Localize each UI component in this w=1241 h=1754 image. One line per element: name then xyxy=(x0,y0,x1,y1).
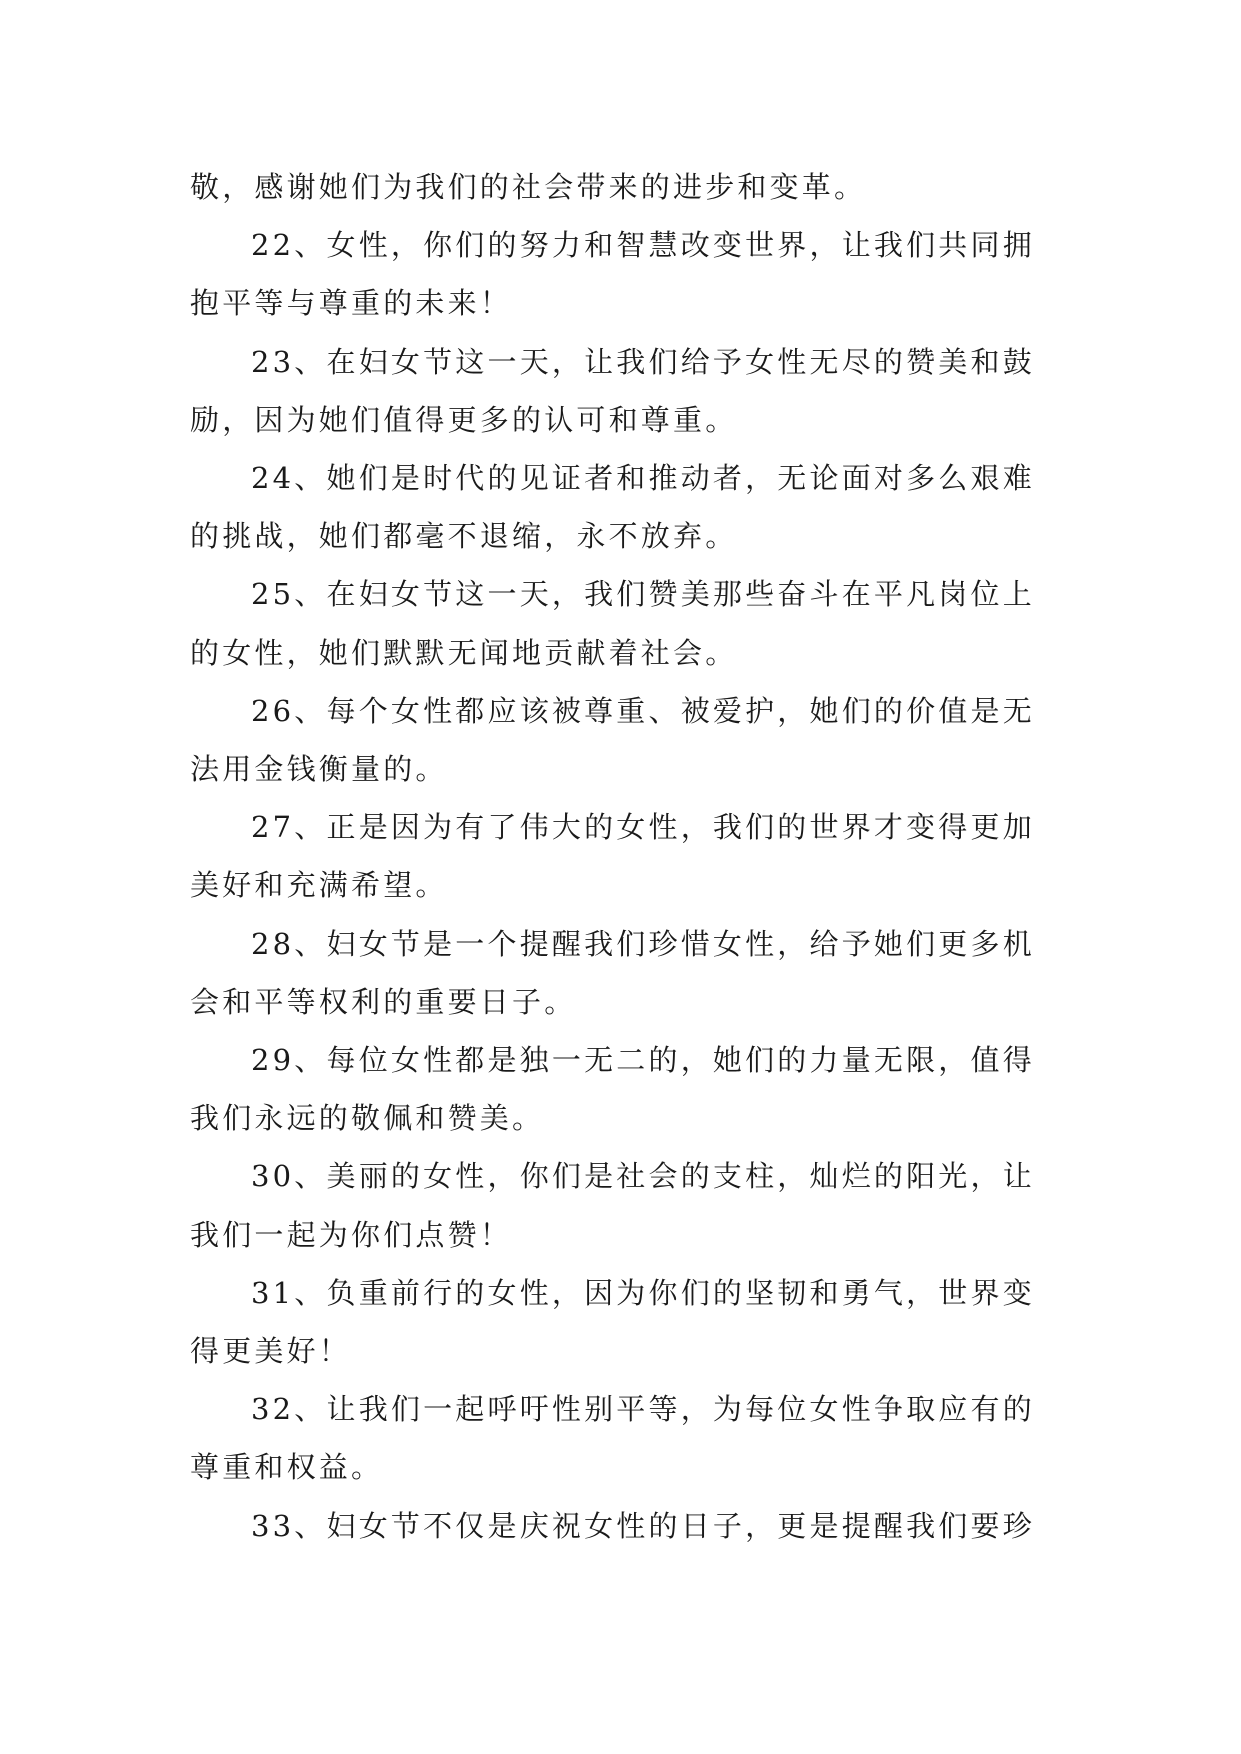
paragraph-item-28: 28、妇女节是一个提醒我们珍惜女性，给予她们更多机会和平等权利的重要日子。 xyxy=(190,926,1035,1019)
paragraph-item-31: 31、负重前行的女性，因为你们的坚韧和勇气，世界变得更美好！ xyxy=(190,1275,1035,1369)
paragraph-item-25: 25、在妇女节这一天，我们赞美那些奋斗在平凡岗位上的女性，她们默默无闻地贡献着社会。 xyxy=(190,577,1035,670)
paragraph-item-23: 23、在妇女节这一天，让我们给予女性无尽的赞美和鼓励，因为她们值得更多的认可和尊重。 xyxy=(190,344,1035,437)
paragraph-item-30: 30、美丽的女性，你们是社会的支柱，灿烂的阳光，让我们一起为你们点赞！ xyxy=(190,1159,1035,1252)
paragraph-item-32: 32、让我们一起呼吁性别平等，为每位女性争取应有的尊重和权益。 xyxy=(190,1392,1035,1485)
paragraph-continuation: 敬，感谢她们为我们的社会带来的进步和变革。 xyxy=(190,170,867,204)
paragraph-item-22: 22、女性，你们的努力和智慧改变世界，让我们共同拥抱平等与尊重的未来！ xyxy=(190,228,1035,321)
paragraph-item-26: 26、每个女性都应该被尊重、被爱护，她们的价值是无法用金钱衡量的。 xyxy=(190,693,1035,787)
paragraph-item-33: 33、妇女节不仅是庆祝女性的日子，更是提醒我们要珍 xyxy=(251,1508,1035,1543)
paragraph-item-24: 24、她们是时代的见证者和推动者，无论面对多么艰难的挑战，她们都毫不退缩，永不放弃。 xyxy=(190,461,1035,554)
paragraph-item-27: 27、正是因为有了伟大的女性，我们的世界才变得更加美好和充满希望。 xyxy=(190,810,1035,903)
document-body xyxy=(190,158,1052,1555)
paragraph-item-29: 29、每位女性都是独一无二的，她们的力量无限，值得我们永远的敬佩和赞美。 xyxy=(190,1043,1035,1136)
